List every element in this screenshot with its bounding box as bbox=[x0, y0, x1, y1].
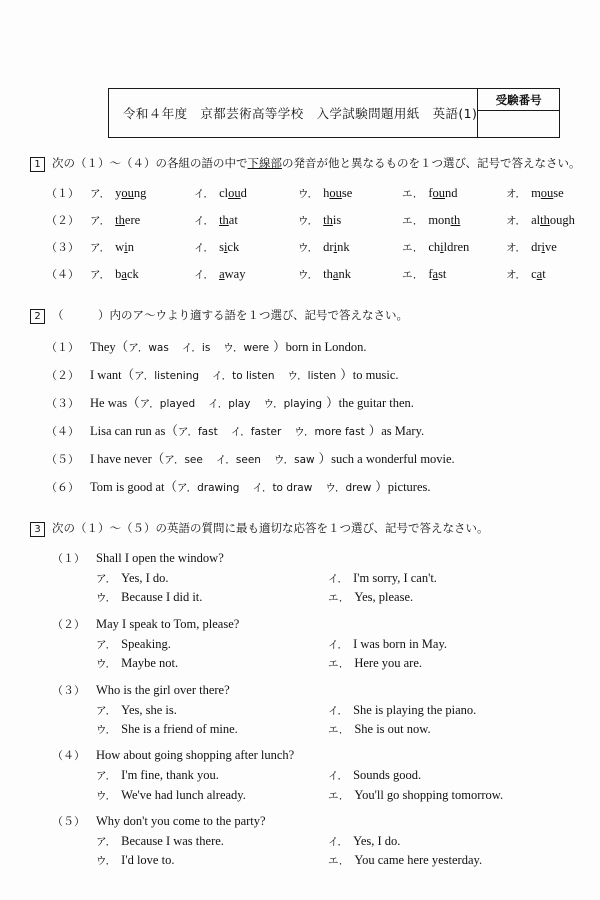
answer-option[interactable] bbox=[90, 267, 194, 282]
question-block bbox=[52, 616, 570, 674]
option-underlined: a bbox=[332, 267, 339, 281]
question-row bbox=[46, 393, 570, 411]
answer-option[interactable] bbox=[328, 701, 560, 720]
section-3-number: 3 bbox=[30, 522, 45, 537]
option-underlined: th bbox=[450, 213, 461, 227]
sentence-after: ）the guitar then. bbox=[326, 396, 414, 410]
option-text: Maybe not. bbox=[121, 656, 179, 671]
answer-option[interactable] bbox=[96, 701, 328, 720]
section-2 bbox=[30, 308, 570, 495]
option-mark: エ． bbox=[328, 789, 350, 802]
question-label: （２） bbox=[46, 214, 79, 227]
option-post: se bbox=[341, 186, 353, 200]
option-mark: ウ． bbox=[96, 658, 117, 671]
sentence-before: He was（ bbox=[90, 396, 140, 410]
choice-grid bbox=[52, 569, 570, 608]
question-row bbox=[46, 421, 570, 439]
question-label: （４） bbox=[52, 749, 85, 763]
option-underlined: th bbox=[219, 213, 229, 227]
section-1-heading bbox=[30, 156, 581, 172]
question-label: （３） bbox=[52, 683, 85, 697]
choice-row bbox=[96, 832, 570, 851]
option-text: You came here yesterday. bbox=[354, 853, 483, 868]
exam-number-box bbox=[477, 89, 559, 137]
option-underlined: ou bbox=[540, 186, 554, 200]
question-label: （４） bbox=[46, 268, 79, 281]
exam-number-blank[interactable] bbox=[478, 111, 559, 137]
answer-option[interactable] bbox=[328, 569, 560, 588]
option-pre: s bbox=[219, 240, 224, 254]
question-line bbox=[52, 813, 570, 829]
answer-option[interactable]: イ．play bbox=[208, 398, 251, 410]
question-text: Shall I open the window? bbox=[96, 551, 224, 565]
sentence-before: I want（ bbox=[90, 368, 135, 382]
option-post: ldren bbox=[443, 240, 470, 254]
option-post: ck bbox=[227, 240, 240, 254]
option-mark: オ． bbox=[506, 188, 527, 200]
option-mark: ウ． bbox=[96, 592, 117, 605]
option-mark: イ． bbox=[194, 242, 215, 254]
option-mark: エ． bbox=[328, 658, 350, 671]
question-label: （１） bbox=[52, 552, 85, 565]
option-text: She is a friend of mine. bbox=[121, 721, 238, 736]
option-text: I'm sorry, I can't. bbox=[353, 571, 437, 585]
option-mark: ア． bbox=[96, 573, 117, 585]
answer-option[interactable] bbox=[506, 240, 600, 255]
option-post: nk bbox=[338, 267, 351, 281]
question-text: Who is the girl over there? bbox=[96, 682, 230, 697]
option-mark: ア． bbox=[90, 269, 111, 281]
section-1-instruction-post: の発音が他と異なるものを１つ選び、記号で答えなさい。 bbox=[282, 156, 581, 170]
option-mark: ウ． bbox=[298, 242, 319, 254]
option-post: n bbox=[127, 240, 134, 254]
answer-option[interactable]: イ．to listen bbox=[212, 370, 275, 382]
question-label: （５） bbox=[52, 815, 85, 828]
question-row bbox=[46, 477, 570, 495]
option-mark: ア． bbox=[96, 770, 117, 783]
option-post: ve bbox=[544, 240, 557, 254]
option-post: is bbox=[332, 213, 342, 227]
answer-option[interactable] bbox=[96, 635, 328, 654]
option-underlined: i bbox=[333, 240, 338, 254]
sentence-before: I have never（ bbox=[90, 452, 165, 466]
option-text: Because I was there. bbox=[121, 834, 224, 848]
option-underlined: th bbox=[115, 213, 125, 227]
option-mark: エ． bbox=[328, 592, 350, 605]
answer-option[interactable] bbox=[506, 213, 600, 228]
answer-option[interactable] bbox=[402, 186, 506, 201]
answer-option[interactable]: イ．is bbox=[181, 342, 211, 354]
question-label: （５） bbox=[46, 453, 79, 466]
paper-header bbox=[108, 88, 560, 138]
answer-option[interactable] bbox=[402, 267, 506, 282]
option-mark: イ． bbox=[194, 269, 215, 281]
option-underlined: a bbox=[219, 267, 225, 281]
answer-option[interactable] bbox=[328, 654, 560, 673]
option-mark: ウ． bbox=[96, 789, 117, 802]
answer-option[interactable]: ウ．were bbox=[223, 342, 270, 354]
option-mark: ア． bbox=[90, 242, 111, 254]
answer-option[interactable] bbox=[96, 569, 328, 588]
option-pre: m bbox=[531, 186, 541, 200]
option-underlined: ou bbox=[432, 186, 445, 200]
answer-option[interactable]: イ．faster bbox=[230, 426, 282, 438]
choice-row bbox=[96, 786, 570, 805]
answer-option[interactable]: ウ．listen bbox=[287, 370, 337, 382]
option-text: You'll go shopping tomorrow. bbox=[354, 787, 504, 802]
answer-option[interactable] bbox=[96, 588, 328, 607]
option-pre: f bbox=[428, 186, 433, 200]
answer-option[interactable] bbox=[328, 786, 560, 805]
question-line bbox=[52, 747, 570, 763]
option-text: Here you are. bbox=[354, 656, 422, 671]
choice-row bbox=[96, 654, 570, 673]
option-mark: オ． bbox=[506, 215, 527, 227]
answer-option[interactable]: ア．listening bbox=[134, 370, 200, 382]
question-block bbox=[52, 682, 570, 740]
question-line bbox=[52, 550, 570, 566]
section-1 bbox=[30, 156, 581, 282]
option-underlined: th bbox=[323, 213, 333, 227]
option-mark: エ． bbox=[402, 269, 424, 281]
option-post: ng bbox=[133, 186, 147, 200]
sentence-after: ）as Mary. bbox=[368, 424, 425, 438]
answer-option[interactable] bbox=[328, 720, 560, 739]
question-label: （２） bbox=[46, 369, 79, 382]
option-underlined: a bbox=[432, 267, 439, 281]
section-2-heading bbox=[30, 308, 570, 324]
section-1-number: 1 bbox=[30, 157, 45, 172]
sentence-after: ）pictures. bbox=[375, 480, 431, 494]
option-mark: ウ． bbox=[96, 723, 117, 736]
choice-row bbox=[96, 635, 570, 654]
choice-grid bbox=[52, 832, 570, 871]
option-pre: mon bbox=[428, 213, 451, 227]
choice-row bbox=[96, 701, 570, 720]
option-post: ough bbox=[549, 213, 575, 227]
option-text: Because I did it. bbox=[121, 590, 203, 605]
answer-option[interactable] bbox=[194, 186, 298, 201]
option-underlined: a bbox=[121, 267, 127, 281]
sentence-after: ）such a wonderful movie. bbox=[318, 452, 455, 466]
option-text: Yes, she is. bbox=[121, 702, 177, 717]
answer-option[interactable]: ア．see bbox=[164, 454, 203, 466]
paper-title: 令和４年度 京都芸術高等学校 入学試験問題用紙 英語(1) bbox=[123, 106, 478, 121]
option-post: way bbox=[224, 267, 246, 281]
choice-row bbox=[96, 851, 570, 870]
option-mark: ウ． bbox=[96, 855, 117, 868]
answer-option[interactable] bbox=[298, 267, 402, 282]
answer-option[interactable] bbox=[96, 720, 328, 739]
option-post: se bbox=[553, 186, 564, 200]
question-label: （６） bbox=[46, 481, 79, 494]
question-label: （３） bbox=[46, 397, 79, 410]
option-mark: オ． bbox=[506, 242, 527, 254]
option-mark: イ． bbox=[194, 215, 215, 227]
option-mark: エ． bbox=[402, 215, 424, 227]
answer-option[interactable] bbox=[402, 213, 506, 228]
option-post: t bbox=[542, 267, 546, 281]
answer-option[interactable]: ウ．drew bbox=[325, 482, 372, 494]
option-underlined: i bbox=[223, 240, 228, 254]
option-mark: オ． bbox=[506, 269, 527, 281]
sentence-before: Tom is good at（ bbox=[90, 480, 177, 494]
option-mark: ア． bbox=[90, 215, 111, 227]
option-text: Yes, I do. bbox=[121, 571, 169, 585]
answer-option[interactable] bbox=[328, 766, 560, 785]
option-pre: b bbox=[115, 267, 122, 281]
question-label: （３） bbox=[46, 241, 79, 254]
answer-option[interactable] bbox=[298, 186, 402, 201]
option-underlined: ou bbox=[121, 186, 134, 200]
question-row bbox=[46, 266, 570, 282]
question-text: Why don't you come to the party? bbox=[96, 814, 266, 828]
answer-option[interactable]: イ．seen bbox=[215, 454, 261, 466]
option-pre: cl bbox=[219, 186, 229, 200]
option-post: st bbox=[438, 267, 447, 281]
option-pre: dr bbox=[531, 240, 542, 254]
answer-option[interactable] bbox=[328, 832, 560, 851]
option-underlined: i bbox=[124, 240, 128, 254]
option-pre: dr bbox=[323, 240, 334, 254]
option-mark: ウ． bbox=[298, 188, 319, 200]
option-mark: ア． bbox=[96, 638, 117, 651]
option-mark: イ． bbox=[328, 770, 349, 783]
option-mark: イ． bbox=[194, 188, 215, 200]
option-mark: ウ． bbox=[298, 269, 319, 281]
answer-option[interactable] bbox=[96, 832, 328, 851]
section-1-instruction bbox=[52, 156, 581, 171]
answer-option[interactable]: ウ．playing bbox=[263, 398, 323, 410]
option-text: Sounds good. bbox=[353, 768, 422, 783]
option-text: She is playing the piano. bbox=[353, 702, 477, 717]
option-mark: ア． bbox=[96, 704, 117, 717]
section-1-instruction-underline: 下線部 bbox=[247, 156, 282, 170]
option-mark: ア． bbox=[96, 836, 117, 848]
answer-option[interactable] bbox=[328, 635, 560, 654]
option-mark: エ． bbox=[328, 723, 350, 736]
section-3-blocks bbox=[30, 550, 570, 871]
question-block bbox=[52, 813, 570, 871]
question-text: May I speak to Tom, please? bbox=[96, 616, 240, 631]
answer-option[interactable] bbox=[96, 786, 328, 805]
option-underlined: ou bbox=[329, 186, 342, 200]
choice-row bbox=[96, 766, 570, 785]
answer-option[interactable] bbox=[194, 213, 298, 228]
section-1-instruction-pre: 次の（１）〜（４）の各組の語の中で bbox=[52, 156, 248, 170]
option-post: ck bbox=[126, 267, 139, 281]
option-underlined: a bbox=[536, 267, 543, 281]
choice-row bbox=[96, 569, 570, 588]
choice-row bbox=[96, 720, 570, 739]
question-label: （１） bbox=[46, 187, 79, 200]
option-pre: h bbox=[323, 186, 330, 200]
option-pre: y bbox=[115, 186, 122, 200]
question-row bbox=[46, 337, 570, 355]
option-mark: エ． bbox=[402, 242, 424, 254]
section-3 bbox=[30, 521, 570, 871]
question-row bbox=[46, 365, 570, 383]
section-2-number: 2 bbox=[30, 309, 45, 324]
option-post: ere bbox=[124, 213, 141, 227]
option-mark: イ． bbox=[328, 704, 349, 717]
option-text: Speaking. bbox=[121, 636, 171, 651]
answer-option[interactable]: ウ．saw bbox=[273, 454, 315, 466]
answer-option[interactable] bbox=[90, 240, 194, 255]
answer-option[interactable] bbox=[194, 267, 298, 282]
option-post: nk bbox=[337, 240, 350, 254]
question-text: How about going shopping after lunch? bbox=[96, 748, 295, 763]
question-row bbox=[46, 185, 570, 201]
section-2-rows bbox=[30, 337, 570, 495]
answer-option[interactable] bbox=[402, 240, 506, 255]
option-text: She is out now. bbox=[354, 721, 431, 736]
choice-grid bbox=[52, 701, 570, 740]
option-mark: イ． bbox=[328, 638, 349, 651]
option-pre: c bbox=[531, 267, 537, 281]
answer-option[interactable] bbox=[328, 588, 560, 607]
question-label: （１） bbox=[46, 341, 79, 354]
option-underlined: i bbox=[541, 240, 545, 254]
section-3-instruction: 次の（１）〜（５）の英語の質問に最も適切な応答を１つ選び、記号で答えなさい。 bbox=[52, 521, 489, 535]
option-post: at bbox=[228, 213, 238, 227]
choice-grid bbox=[52, 635, 570, 674]
answer-option[interactable] bbox=[506, 267, 600, 282]
question-block bbox=[52, 550, 570, 608]
option-mark: ウ． bbox=[298, 215, 319, 227]
answer-option[interactable]: ア．fast bbox=[177, 426, 218, 438]
sentence-after: ）to music. bbox=[340, 368, 399, 382]
answer-option[interactable]: ア．played bbox=[139, 398, 196, 410]
section-2-instruction: （ ）内のア〜ウより適する語を１つ選び、記号で答えなさい。 bbox=[52, 308, 409, 322]
sentence-before: They（ bbox=[90, 340, 129, 354]
question-label: （４） bbox=[46, 425, 79, 438]
question-line bbox=[52, 616, 570, 632]
option-text: Yes, please. bbox=[354, 590, 414, 605]
option-mark: イ． bbox=[328, 573, 349, 585]
answer-option[interactable] bbox=[90, 186, 194, 201]
sentence-after: ）born in London. bbox=[273, 340, 367, 354]
answer-option[interactable]: ア．was bbox=[128, 342, 169, 354]
option-mark: ア． bbox=[90, 188, 111, 200]
exam-number-label: 受験番号 bbox=[478, 89, 559, 111]
option-pre: ch bbox=[428, 240, 441, 254]
option-pre: th bbox=[323, 267, 333, 281]
answer-option[interactable] bbox=[194, 240, 298, 255]
option-pre: f bbox=[428, 267, 433, 281]
answer-option[interactable] bbox=[96, 766, 328, 785]
option-pre: al bbox=[531, 213, 541, 227]
answer-option[interactable]: ウ．more fast bbox=[294, 426, 365, 438]
option-mark: イ． bbox=[328, 836, 349, 848]
section-3-heading bbox=[30, 521, 570, 537]
option-mark: エ． bbox=[402, 188, 424, 200]
answer-option[interactable] bbox=[96, 654, 328, 673]
answer-option[interactable] bbox=[298, 240, 402, 255]
question-block bbox=[52, 747, 570, 805]
question-line bbox=[52, 682, 570, 698]
option-post: nd bbox=[445, 186, 458, 200]
option-text: I was born in May. bbox=[353, 636, 448, 651]
question-label: （２） bbox=[52, 617, 85, 631]
option-pre: w bbox=[115, 240, 125, 254]
option-mark: エ． bbox=[328, 855, 350, 868]
question-row bbox=[46, 212, 575, 228]
option-text: Yes, I do. bbox=[353, 834, 401, 848]
choice-row bbox=[96, 588, 570, 607]
option-text: We've had lunch already. bbox=[121, 787, 246, 802]
answer-option[interactable] bbox=[298, 213, 402, 228]
question-row bbox=[46, 449, 570, 467]
answer-option[interactable] bbox=[90, 213, 194, 228]
answer-option[interactable] bbox=[328, 851, 560, 870]
answer-option[interactable] bbox=[506, 186, 600, 201]
option-underlined: i bbox=[440, 240, 444, 254]
answer-option[interactable]: イ．to draw bbox=[252, 482, 313, 494]
option-text: I'm fine, thank you. bbox=[121, 768, 219, 783]
question-row bbox=[46, 239, 570, 255]
option-underlined: ou bbox=[228, 186, 241, 200]
option-text: I'd love to. bbox=[121, 853, 175, 868]
sentence-before: Lisa can run as（ bbox=[90, 424, 178, 438]
answer-option[interactable]: ア．drawing bbox=[176, 482, 240, 494]
option-post: d bbox=[240, 186, 247, 200]
option-underlined: th bbox=[540, 213, 550, 227]
section-1-rows bbox=[30, 185, 575, 282]
answer-option[interactable] bbox=[96, 851, 328, 870]
choice-grid bbox=[52, 766, 570, 805]
